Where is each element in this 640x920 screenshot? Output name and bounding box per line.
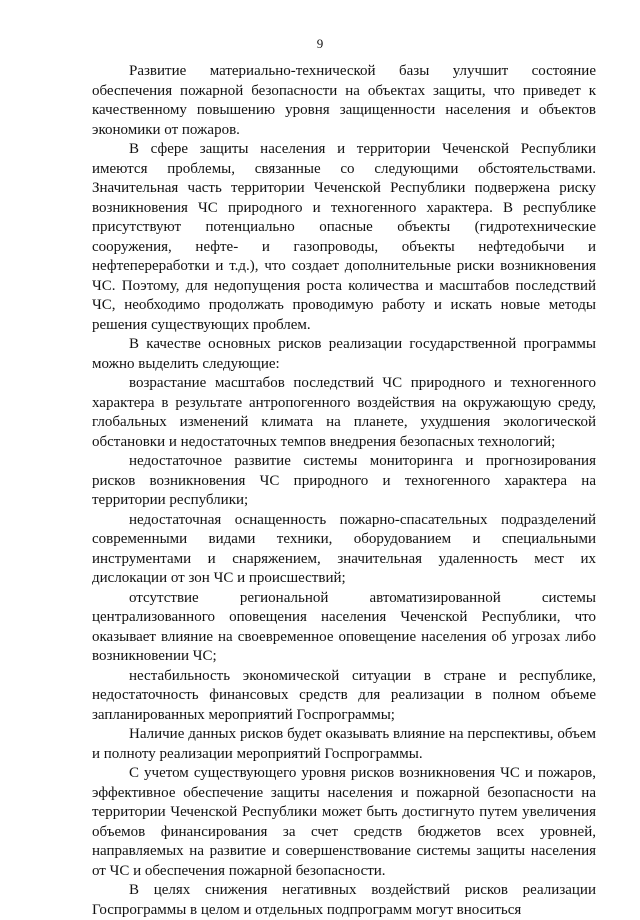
paragraph: В целях снижения негативных воздействий рисков реализации Госпрограммы в целом и отдельных подпрограмм могут вноситься [92, 882, 596, 918]
page-number: 9 [316, 36, 324, 51]
paragraph: Развитие материально-технической базы улучшит состояние обеспечения пожарной безопасности на объектах защиты, что приведет к качественному повышению уровня защищенности населения и объектов экономики от пожаров. [92, 63, 596, 138]
paragraph: С учетом существующего уровня рисков возникновения ЧС и пожаров, эффективное обеспечение защиты населения и пожарной безопасности на территории Чеченской Республики может быть достигнуто путем увеличения объемов финансирования за счет средств бюджетов всех уровней, направляемых на развитие и совершенствование системы защиты населения от ЧС и обеспечения пожарной безопасности. [92, 765, 596, 879]
list-item: отсутствие региональной автоматизированной системы централизованного оповещения населения Чеченской Республики, что оказывает влияние на своевременное оповещение населения об угрозах либо возникновении ЧС; [92, 589, 596, 664]
list-item: нестабильность экономической ситуации в стране и республике, недостаточность финансовых средств для реализации в полном объеме запланированных мероприятий Госпрограммы; [92, 667, 596, 723]
paragraph: Наличие данных рисков будет оказывать влияние на перспективы, объем и полноту реализации мероприятий Госпрограммы. [92, 726, 596, 762]
list-item: возрастание масштабов последствий ЧС природного и техногенного характера в результате антропогенного воздействия на окружающую среду, глобальных изменений климата на планете, ухудшения экологической обстановки и недостаточных темпов внедрения безопасных технологий; [92, 375, 596, 450]
document-body [92, 62, 596, 920]
list-item: недостаточное развитие системы мониторинга и прогнозирования рисков возникновения ЧС природного и техногенного характера на территории республики; [92, 453, 596, 508]
paragraph: В качестве основных рисков реализации государственной программы можно выделить следующие: [92, 336, 596, 372]
list-item: недостаточная оснащенность пожарно-спасательных подразделений современными видами техники, оборудованием и специальными инструментами и снаряжением, значительная удаленность мест их дислокации от зон ЧС и происшествий; [92, 511, 596, 586]
paragraph: В сфере защиты населения и территории Чеченской Республики имеются проблемы, связанные со следующими обстоятельствами. Значительная часть территории Чеченской Республики подвержена риску возникновения ЧС природного и техногенного характера. В республике присутствуют потенциально опасные объекты (гидротехнические сооружения, нефте- и газопроводы, объекты нефтедобычи и нефтепереработки и т.д.), что создает дополнительные риски возникновения ЧС. Поэтому, для недопущения роста количества и масштабов последствий ЧС, необходимо продолжать проводимую работу и искать новые методы решения существующих проблем. [92, 141, 596, 333]
